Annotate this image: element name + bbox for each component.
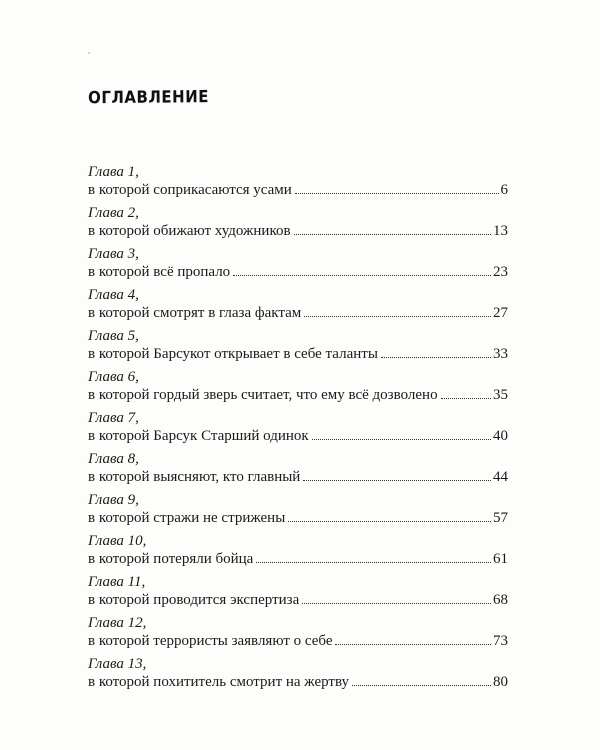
chapter-number: Глава 8, <box>88 451 139 467</box>
page-number: 35 <box>493 387 508 403</box>
dot-leader <box>304 316 491 317</box>
chapter-number: Глава 13, <box>88 656 147 672</box>
chapter-number: Глава 11, <box>88 574 146 590</box>
toc-entry <box>88 246 508 287</box>
toc-line <box>88 468 508 486</box>
paper-speck <box>88 52 90 54</box>
page-number: 23 <box>493 264 508 280</box>
page-number: 68 <box>493 592 508 608</box>
toc-entry <box>88 287 508 328</box>
page-number: 61 <box>493 551 508 567</box>
chapter-title: в которой соприкасаются усами <box>88 182 292 198</box>
chapter-number: Глава 4, <box>88 287 139 303</box>
toc-entry <box>88 533 508 574</box>
dot-leader <box>295 193 499 194</box>
page-number: 27 <box>493 305 508 321</box>
page-number: 80 <box>493 674 508 690</box>
toc-entry <box>88 574 508 615</box>
dot-leader <box>256 562 491 563</box>
dot-leader <box>441 398 491 399</box>
toc-entry <box>88 205 508 246</box>
toc-line <box>88 222 508 240</box>
page-number: 44 <box>493 469 508 485</box>
toc-entry <box>88 492 508 533</box>
toc-entry <box>88 656 508 697</box>
toc-line <box>88 591 508 609</box>
toc-entry <box>88 164 508 205</box>
toc-line <box>88 263 508 281</box>
page-number: 6 <box>500 182 508 198</box>
toc-line <box>88 427 508 445</box>
toc-entry <box>88 615 508 656</box>
chapter-number: Глава 10, <box>88 533 147 549</box>
toc-line <box>88 304 508 322</box>
dot-leader <box>294 234 491 235</box>
chapter-number: Глава 9, <box>88 492 139 508</box>
chapter-title: в которой стражи не стрижены <box>88 510 286 526</box>
toc-line <box>88 345 508 363</box>
chapter-title: в которой гордый зверь считает, что ему всё дозволено <box>88 387 438 403</box>
dot-leader <box>352 685 491 686</box>
chapter-number: Глава 5, <box>88 328 139 344</box>
chapter-title: в которой проводится экспертиза <box>88 592 300 608</box>
toc-line <box>88 181 508 199</box>
dot-leader <box>312 439 491 440</box>
toc-entry <box>88 328 508 369</box>
toc-entry <box>88 451 508 492</box>
dot-leader <box>302 603 491 604</box>
chapter-number: Глава 7, <box>88 410 139 426</box>
chapter-title: в которой террористы заявляют о себе <box>88 633 333 649</box>
chapter-title: в которой Барсук Старший одинок <box>88 428 309 444</box>
dot-leader <box>335 644 491 645</box>
toc-entry <box>88 369 508 410</box>
dot-leader <box>303 480 491 481</box>
page-number: 40 <box>493 428 508 444</box>
table-of-contents <box>88 164 508 697</box>
toc-line <box>88 509 508 527</box>
chapter-number: Глава 6, <box>88 369 139 385</box>
chapter-title: в которой похититель смотрит на жертву <box>88 674 350 690</box>
chapter-title: в которой всё пропало <box>88 264 231 280</box>
dot-leader <box>288 521 491 522</box>
page-number: 13 <box>493 223 508 239</box>
chapter-title: в которой выясняют, кто главный <box>88 469 301 485</box>
toc-line <box>88 673 508 691</box>
page-number: 33 <box>493 346 508 362</box>
page-number: 57 <box>493 510 508 526</box>
chapter-title: в которой потеряли бойца <box>88 551 254 567</box>
chapter-number: Глава 3, <box>88 246 139 262</box>
dot-leader <box>233 275 491 276</box>
toc-line <box>88 386 508 404</box>
page-number: 73 <box>493 633 508 649</box>
chapter-number: Глава 12, <box>88 615 147 631</box>
toc-line <box>88 550 508 568</box>
chapter-title: в которой Барсукот открывает в себе таланты <box>88 346 378 362</box>
toc-entry <box>88 410 508 451</box>
chapter-title: в которой смотрят в глаза фактам <box>88 305 302 321</box>
chapter-title: в которой обижают художников <box>88 223 291 239</box>
chapter-number: Глава 1, <box>88 164 139 180</box>
dot-leader <box>381 357 491 358</box>
toc-line <box>88 632 508 650</box>
chapter-number: Глава 2, <box>88 205 139 221</box>
page-title: оглавление <box>88 80 210 109</box>
